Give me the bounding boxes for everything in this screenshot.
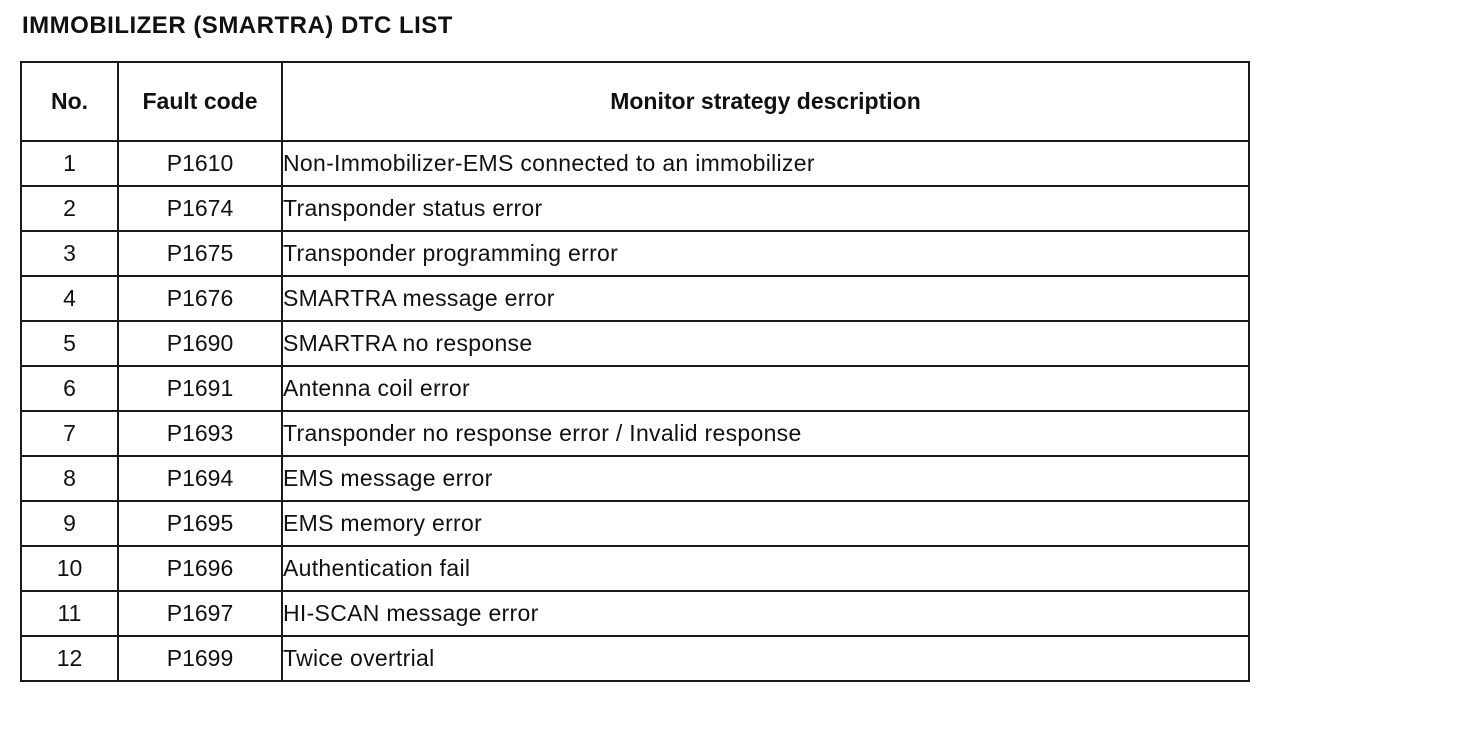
fault-code: P1690 xyxy=(118,321,282,366)
table-row xyxy=(21,501,1249,546)
row-number: 7 xyxy=(21,411,118,456)
fault-code: P1693 xyxy=(118,411,282,456)
row-number: 5 xyxy=(21,321,118,366)
fault-description: HI-SCAN message error xyxy=(282,591,1249,636)
row-number: 2 xyxy=(21,186,118,231)
table-row xyxy=(21,231,1249,276)
table-row xyxy=(21,411,1249,456)
table-row xyxy=(21,591,1249,636)
table-row xyxy=(21,276,1249,321)
column-header-description: Monitor strategy description xyxy=(282,62,1249,141)
row-number: 4 xyxy=(21,276,118,321)
fault-code: P1697 xyxy=(118,591,282,636)
row-number: 11 xyxy=(21,591,118,636)
table-row xyxy=(21,456,1249,501)
fault-description: EMS message error xyxy=(282,456,1249,501)
table-row xyxy=(21,141,1249,186)
fault-description: Transponder programming error xyxy=(282,231,1249,276)
fault-description: EMS memory error xyxy=(282,501,1249,546)
row-number: 12 xyxy=(21,636,118,681)
fault-code: P1676 xyxy=(118,276,282,321)
fault-description: SMARTRA message error xyxy=(282,276,1249,321)
row-number: 9 xyxy=(21,501,118,546)
dtc-table xyxy=(20,61,1250,682)
header-row xyxy=(21,62,1249,141)
fault-code: P1699 xyxy=(118,636,282,681)
fault-description: SMARTRA no response xyxy=(282,321,1249,366)
table-header xyxy=(21,62,1249,141)
column-header-no: No. xyxy=(21,62,118,141)
fault-code: P1610 xyxy=(118,141,282,186)
row-number: 6 xyxy=(21,366,118,411)
fault-description: Transponder no response error / Invalid response xyxy=(282,411,1249,456)
fault-code: P1691 xyxy=(118,366,282,411)
row-number: 8 xyxy=(21,456,118,501)
fault-description: Authentication fail xyxy=(282,546,1249,591)
table-row xyxy=(21,636,1249,681)
fault-code: P1696 xyxy=(118,546,282,591)
fault-code: P1694 xyxy=(118,456,282,501)
fault-description: Twice overtrial xyxy=(282,636,1249,681)
fault-description: Transponder status error xyxy=(282,186,1249,231)
table-body xyxy=(21,141,1249,681)
column-header-fault-code: Fault code xyxy=(118,62,282,141)
fault-code: P1674 xyxy=(118,186,282,231)
table-row xyxy=(21,366,1249,411)
table-row xyxy=(21,186,1249,231)
fault-description: Non-Immobilizer-EMS connected to an immobilizer xyxy=(282,141,1249,186)
fault-code: P1675 xyxy=(118,231,282,276)
row-number: 1 xyxy=(21,141,118,186)
table-row xyxy=(21,546,1249,591)
fault-description: Antenna coil error xyxy=(282,366,1249,411)
fault-code: P1695 xyxy=(118,501,282,546)
page-title: IMMOBILIZER (SMARTRA) DTC LIST xyxy=(22,12,453,39)
row-number: 10 xyxy=(21,546,118,591)
table-row xyxy=(21,321,1249,366)
row-number: 3 xyxy=(21,231,118,276)
